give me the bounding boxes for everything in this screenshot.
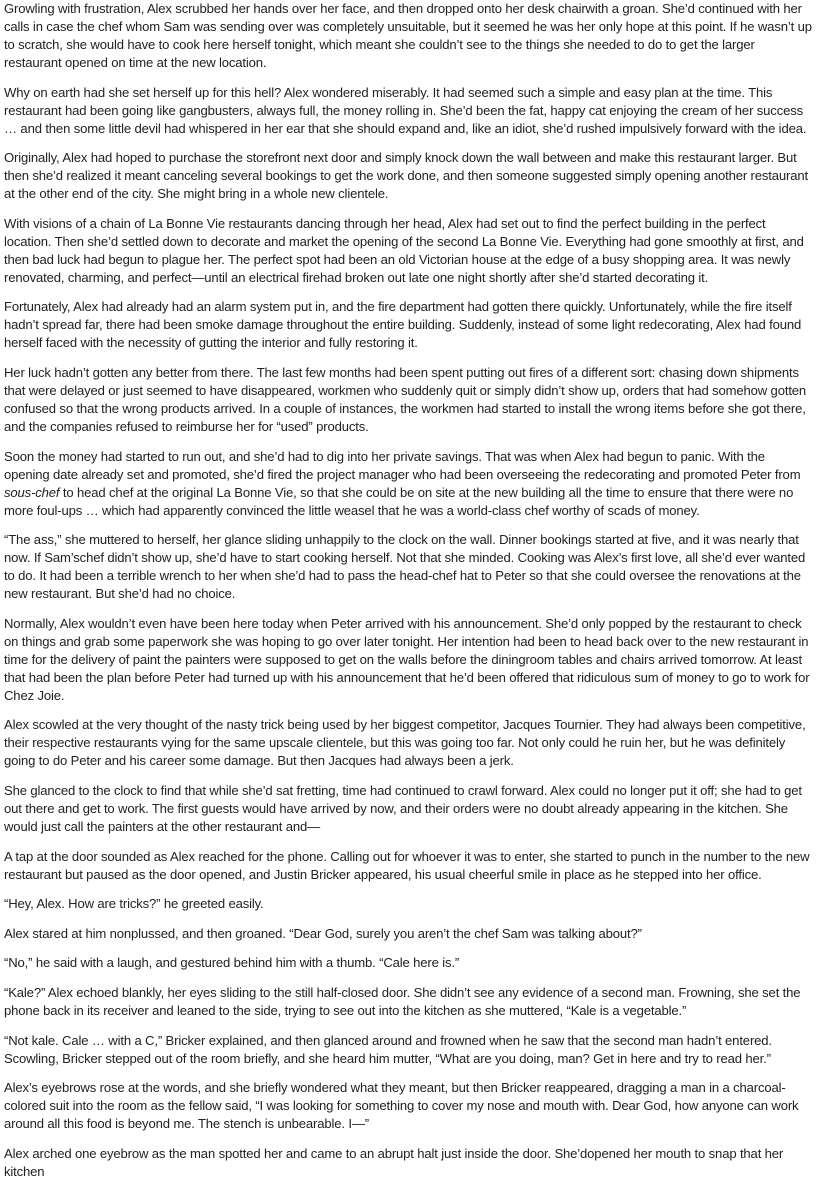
paragraph-text: Originally, Alex had hoped to purchase the storefront next door and simply knock down the wall between and make this restaurant larger. But then she’d realized it meant canceling several bookings to get the work done, and then someone suggested simply opening another restaurant at the other end of the city. She might bring in a whole new clientele. (4, 150, 809, 202)
paragraph-text: Her luck hadn’t gotten any better from there. The last few months had been spent putting out fires of a different sort: chasing down shipments that were delayed or just seemed to have disappeared, workmen who suddenly quit or simply didn’t show up, orders that had somehow gotten confused so that the wrong products arrived. In a couple of instances, the workmen had started to install the wrong items before she got there, and the companies refused to reimburse her for “used” products. (4, 364, 807, 434)
paragraph-text: Alex arched one eyebrow as the man spotted her and came to an abrupt halt just inside the door. She’dopened her mouth to snap that her kitchen (4, 1145, 784, 1179)
paragraph (4, 716, 813, 770)
paragraph-text: With visions of a chain of La Bonne Vie restaurants dancing through her head, Alex had set out to find the perfect building in the perfect location. Then she’d settled down to decorate and market the opening of the second La Bonne Vie. Everything had gone smoothly at first, and then bad luck had begun to plague her. The perfect spot had been an old Victorian house at the edge of a busy shopping area. It was newly renovated, charming, and perfect—until an electrical firehad broken out late one night shortly after she’d started decorating it. (4, 215, 804, 285)
paragraph-text: “Kale?” Alex echoed blankly, her eyes sliding to the still half-closed door. She didn’t see any evidence of a second man. Frowning, she set the phone back in its receiver and leaned to the side, trying to see out into the kitchen as she muttered, “Kale is a vegetable.” (4, 984, 801, 1018)
paragraph-text: Growling with frustration, Alex scrubbed her hands over her face, and then dropped onto her desk chairwith a groan. She’d continued with her calls in case the chef whom Sam was sending over was completely unsuitable, but it seemed he was her only hope at this point. If he wasn’t up to scratch, she would have to cook here herself tonight, which meant she couldn’t see to the things she needed to do to get the larger restaurant opened on time at the new location. (4, 1, 812, 70)
paragraph-text: Alex stared at him nonplussed, and then groaned. “Dear God, surely you aren’t the chef Sam was talking about?” (4, 925, 642, 941)
paragraph-text: She glanced to the clock to find that while she’d sat fretting, time had continued to crawl forward. Alex could no longer put it off; she had to get out there and get to work. The first guests would have arrived by now, and their orders were no doubt already appearing in the kitchen. She would just call the painters at the other restaurant and— (4, 782, 802, 834)
paragraph-text: “No,” he said with a laugh, and gestured behind him with a thumb. “Cale here is.” (4, 955, 460, 971)
emphasized-text: sous-chef (4, 484, 60, 500)
paragraph-text: “The ass,” she muttered to herself, her glance sliding unhappily to the clock on the wall. Dinner bookings started at five, and it was nearly that now. If Sam’schef didn’t show up, she’d have to start cooking herself. Not that she minded. Cooking was Alex’s first love, all she’d ever wanted to do. It had been a terrible wrench to her when she’d had to pass the head-chef hat to Peter so that she could oversee the renovations at the new restaurant. But she’d had no choice. (4, 532, 806, 602)
paragraph (4, 364, 813, 436)
paragraph (4, 0, 813, 72)
paragraph (4, 149, 813, 203)
paragraph (4, 84, 813, 138)
paragraph-text: Fortunately, Alex had already had an alarm system put in, and the fire department had gotten there quickly. Unfortunately, while the fire itself hadn’t spread far, there had been smoke damage throughout the entire building. Suddenly, instead of some light redecorating, Alex had found herself faced with the necessity of gutting the interior and fully restoring it. (4, 299, 802, 351)
paragraph (4, 782, 813, 836)
paragraph-text: to head chef at the original La Bonne Vie, so that she could be on site at the new building all the time to ensure that there were no more foul-ups … which had apparently convinced the little weasel that he was a world-class chef worthy of scads of money. (4, 484, 794, 518)
paragraph (4, 848, 813, 884)
paragraph-text: Alex scowled at the very thought of the nasty trick being used by her biggest competitor, Jacques Tournier. They had always been competitive, their respective restaurants vying for the same upscale clientele, but this was going too far. Not only could he ruin her, but he was definitely going to do Peter and his career some damage. But then Jacques had always been a jerk. (4, 717, 806, 769)
paragraph-text: Soon the money had started to run out, and she’d had to dig into her private savings. That was when Alex had begun to panic. With the opening date already set and promoted, she’d fired the project manager who had been overseeing the redecorating and promoted Peter from (4, 448, 801, 482)
paragraph (4, 1032, 813, 1068)
paragraph (4, 531, 813, 603)
paragraph (4, 298, 813, 352)
paragraph (4, 954, 813, 972)
paragraph (4, 1145, 813, 1181)
paragraph-text: Why on earth had she set herself up for this hell? Alex wondered miserably. It had seemed such a simple and easy plan at the time. This restaurant had been going like gangbusters, always full, the money rolling in. She’d been the fat, happy cat enjoying the cream of her success … and then some little devil had whispered in her ear that she should expand and, like an idiot, she’d rushed impulsively forward with the idea. (4, 84, 807, 136)
paragraph (4, 925, 813, 943)
paragraph (4, 615, 813, 705)
paragraph-text: Normally, Alex wouldn’t even have been here today when Peter arrived with his announcement. She’d only popped by the restaurant to check on things and grab some paperwork she was hoping to go over later tonight. Her intention had been to head back over to the new restaurant in time for the delivery of paint the painters were supposed to get on the walls before the diningroom tables and chairs arrived tomorrow. At least that had been the plan before Peter had turned up with his announcement that he’d been offered that ridiculous sum of money to go to work for Chez Joie. (4, 615, 810, 703)
paragraph (4, 448, 813, 520)
paragraph (4, 1079, 813, 1133)
paragraph-text: “Not kale. Cale … with a C,” Bricker explained, and then glanced around and frowned when he saw that the second man hadn’t entered. Scowling, Bricker stepped out of the room briefly, and she heard him mutter, “What are you doing, man? Get in here and try to read her.” (4, 1032, 772, 1066)
body-text (4, 0, 813, 1192)
paragraph-text: Alex’s eyebrows rose at the words, and she briefly wondered what they meant, but then Bricker reappeared, dragging a man in a charcoal-colored suit into the room as the fellow said, “I was looking for something to cover my nose and mouth with. Dear God, how anyone can work around all this food is beyond me. The stench is unbearable. I—” (4, 1080, 799, 1132)
paragraph (4, 215, 813, 287)
paragraph-text: A tap at the door sounded as Alex reached for the phone. Calling out for whoever it was to enter, she started to punch in the number to the new restaurant but paused as the door opened, and Justin Bricker appeared, his usual cheerful smile in place as he stepped into her office. (4, 848, 810, 882)
paragraph (4, 895, 813, 913)
paragraph (4, 984, 813, 1020)
paragraph-text: “Hey, Alex. How are tricks?” he greeted easily. (4, 896, 264, 912)
